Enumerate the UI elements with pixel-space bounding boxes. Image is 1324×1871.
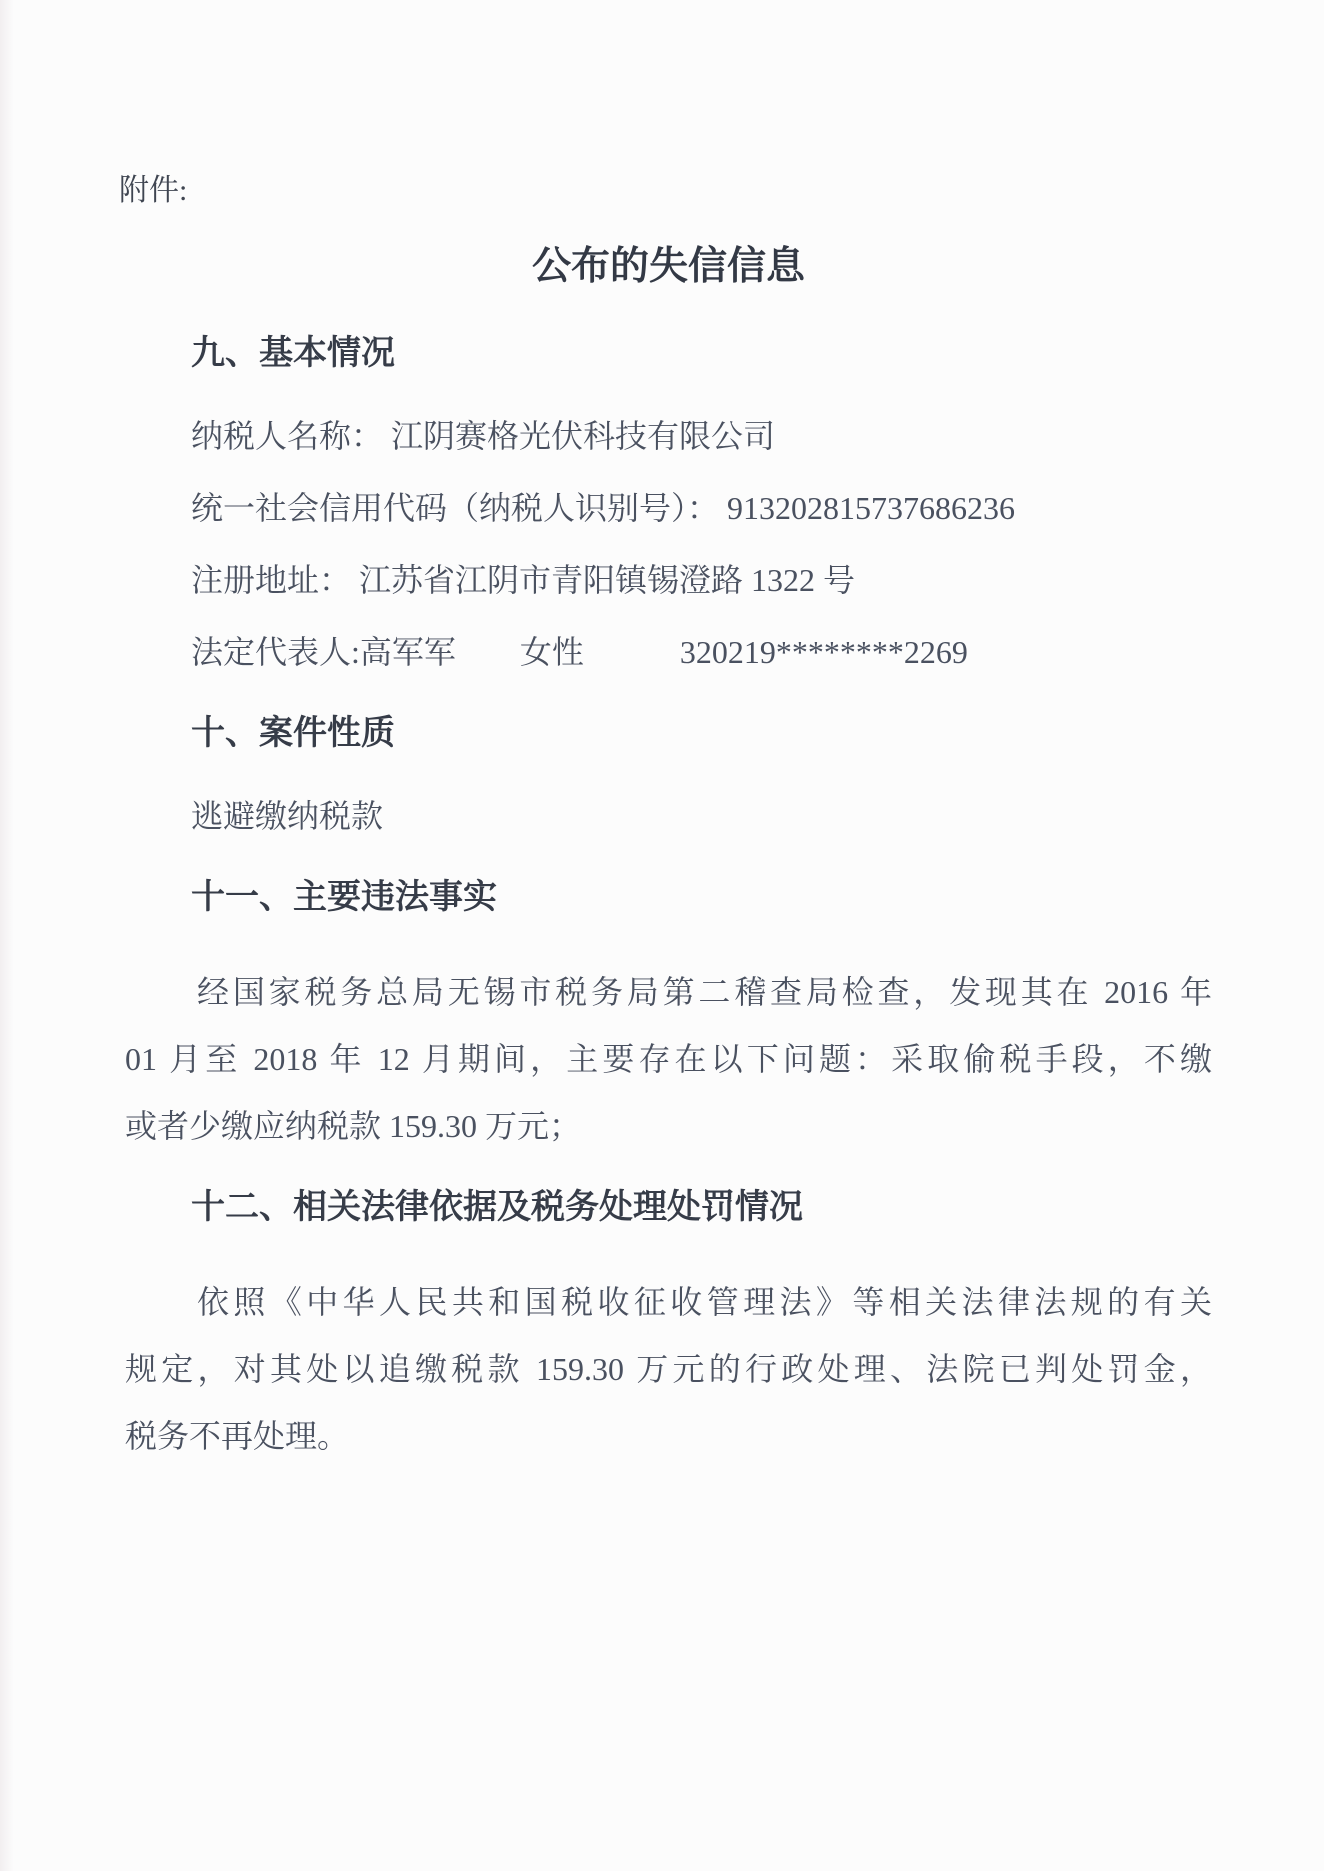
credit-code-line: 统一社会信用代码（纳税人识别号）： 913202815737686236 [191, 490, 1016, 526]
illegal-facts-line-3: 或者少缴应纳税款 159.30 万元； [125, 1108, 582, 1144]
case-nature-text: 逃避缴纳税款 [191, 798, 384, 834]
taxpayer-name-line: 纳税人名称： 江阴赛格光伏科技有限公司 [191, 418, 776, 454]
legal-representative-line: 法定代表人:高军军 女性 320219********2269 [191, 634, 968, 670]
legal-basis-line-2: 规定，对其处以追缴税款 159.30 万元的行政处理、法院已判处罚金， [125, 1351, 1212, 1387]
attachment-label: 附件: [119, 174, 188, 207]
section-heading-legal-basis: 十二、相关法律依据及税务处理处罚情况 [191, 1189, 803, 1226]
illegal-facts-line-2: 01 月至 2018 年 12 月期间，主要存在以下问题：采取偷税手段，不缴 [125, 1041, 1212, 1077]
document-title: 公布的失信信息 [531, 245, 805, 288]
section-heading-case-nature: 十、案件性质 [191, 715, 395, 752]
section-heading-illegal-facts: 十一、主要违法事实 [191, 879, 497, 916]
registered-address-line: 注册地址： 江苏省江阴市青阳镇锡澄路 1322 号 [191, 562, 856, 598]
legal-basis-line-1: 依照《中华人民共和国税收征收管理法》等相关法律法规的有关 [197, 1284, 1212, 1320]
section-heading-basic-info: 九、基本情况 [191, 335, 395, 372]
illegal-facts-line-1: 经国家税务总局无锡市税务局第二稽查局检查，发现其在 2016 年 [197, 974, 1212, 1010]
legal-basis-line-3: 税务不再处理。 [125, 1418, 350, 1454]
